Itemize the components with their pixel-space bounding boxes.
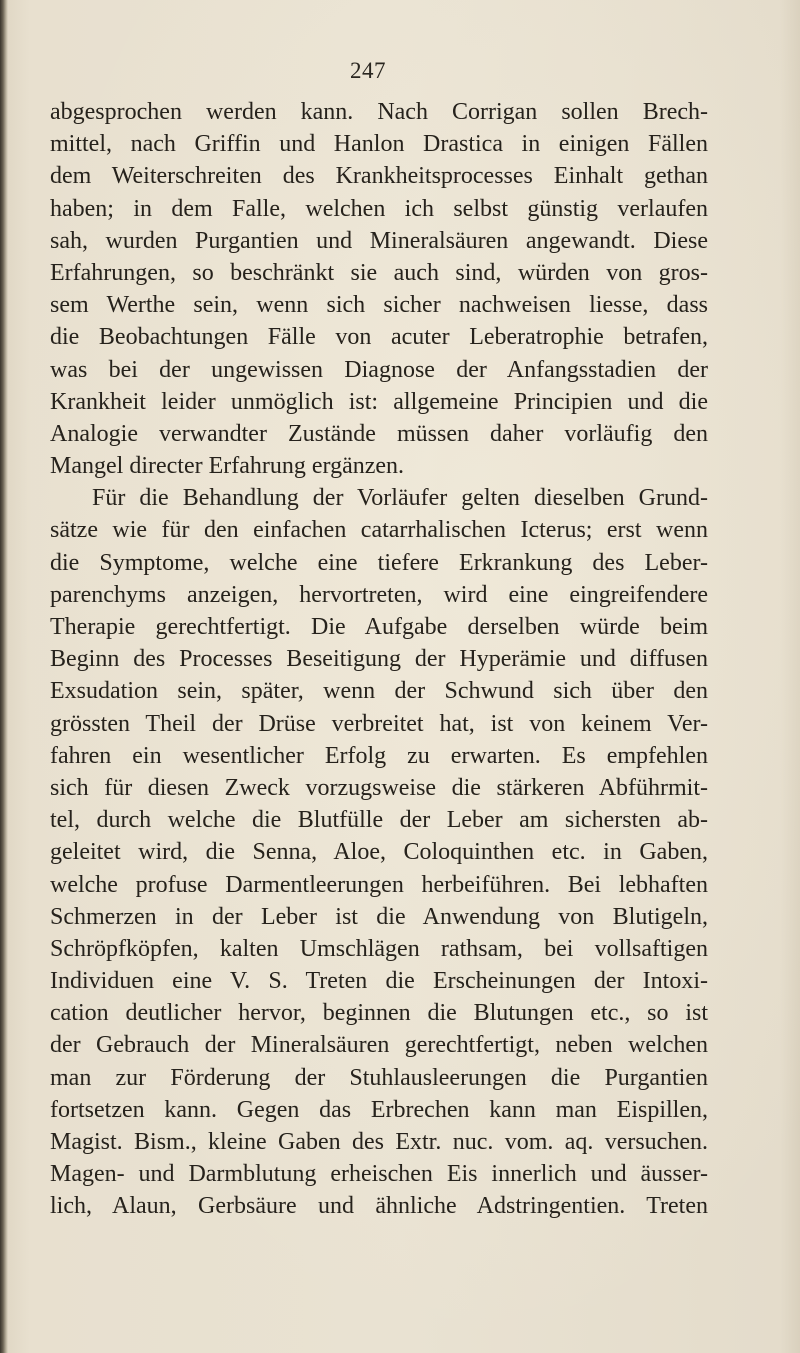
paragraph-start-line: Für die Behandlung der Vorläufer gelten dieselben Grund- xyxy=(92,485,708,512)
text-line: mittel, nach Griffin und Hanlon Drastica in einigen Fällen xyxy=(50,131,708,158)
page-number: 247 xyxy=(350,58,386,83)
binding-edge xyxy=(0,0,8,1353)
text-line: fortsetzen kann. Gegen das Erbrechen kann man Eispillen, xyxy=(50,1096,708,1123)
text-line: fahren ein wesentlicher Erfolg zu erwarten. Es empfehlen xyxy=(50,742,708,769)
text-line: Schmerzen in der Leber ist die Anwendung von Blutigeln, xyxy=(50,903,708,930)
text-line: Krankheit leider unmöglich ist: allgemeine Principien und die xyxy=(50,388,708,415)
text-line: abgesprochen werden kann. Nach Corrigan sollen Brech- xyxy=(50,99,708,125)
text-line: Therapie gerechtfertigt. Die Aufgabe derselben würde beim xyxy=(50,614,708,640)
text-line: sah, wurden Purgantien und Mineralsäuren angewandt. Diese xyxy=(50,227,708,254)
text-line: grössten Theil der Drüse verbreitet hat, ist von keinem Ver- xyxy=(50,710,708,737)
text-line: Magen- und Darmblutung erheischen Eis innerlich und äusser- xyxy=(50,1161,708,1188)
paragraph-end-line: Mangel directer Erfahrung ergänzen. xyxy=(50,453,405,480)
text-line: Beginn des Processes Beseitigung der Hyperämie und diffusen xyxy=(50,646,708,673)
text-line: Analogie verwandter Zustände müssen daher vorläufig den xyxy=(50,420,708,447)
text-line: man zur Förderung der Stuhlausleerungen die Purgantien xyxy=(50,1064,708,1091)
body-text xyxy=(50,96,708,1223)
text-line: geleitet wird, die Senna, Aloe, Coloquinthen etc. in Gaben, xyxy=(50,839,708,866)
text-line: Erfahrungen, so beschränkt sie auch sind, würden von gros- xyxy=(50,259,708,286)
text-line: die Beobachtungen Fälle von acuter Leberatrophie betrafen, xyxy=(50,324,708,351)
text-line: haben; in dem Falle, welchen ich selbst günstig verlaufen xyxy=(50,195,708,222)
text-line: sich für diesen Zweck vorzugsweise die stärkeren Abführmit- xyxy=(50,774,708,801)
text-line: cation deutlicher hervor, beginnen die Blutungen etc., so ist xyxy=(50,1000,708,1027)
text-line: der Gebrauch der Mineralsäuren gerechtfertigt, neben welchen xyxy=(50,1032,708,1059)
text-line: sem Werthe sein, wenn sich sicher nachweisen liesse, dass xyxy=(50,292,708,319)
text-line: Schröpfköpfen, kalten Umschlägen rathsam, bei vollsaftigen xyxy=(50,935,708,962)
text-line: tel, durch welche die Blutfülle der Leber am sichersten ab- xyxy=(50,807,708,834)
text-line: welche profuse Darmentleerungen herbeiführen. Bei lebhaften xyxy=(50,871,708,898)
text-line: Magist. Bism., kleine Gaben des Extr. nuc. vom. aq. versuchen. xyxy=(50,1129,708,1155)
text-line: sätze wie für den einfachen catarrhalischen Icterus; erst wenn xyxy=(50,517,708,544)
text-line: dem Weiterschreiten des Krankheitsprocesses Einhalt gethan xyxy=(50,163,708,190)
text-line: parenchyms anzeigen, hervortreten, wird eine eingreifendere xyxy=(50,581,708,608)
text-line: die Symptome, welche eine tiefere Erkrankung des Leber- xyxy=(50,549,708,576)
text-line: lich, Alaun, Gerbsäure und ähnliche Adstringentien. Treten xyxy=(50,1193,708,1220)
text-line: was bei der ungewissen Diagnose der Anfangsstadien der xyxy=(50,356,708,383)
text-line: Exsudation sein, später, wenn der Schwund sich über den xyxy=(50,678,708,705)
text-line: Individuen eine V. S. Treten die Erscheinungen der Intoxi- xyxy=(50,968,708,995)
